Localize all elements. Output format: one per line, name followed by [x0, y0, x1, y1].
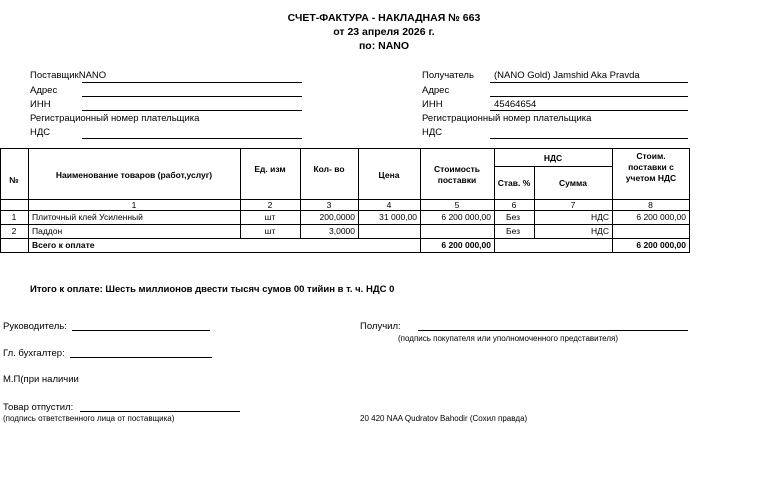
supplier-inn-label: ИНН — [30, 99, 51, 110]
supplier-nds-label: НДС — [30, 127, 51, 138]
supplier-name: NANO — [78, 70, 107, 81]
table-row-2-sum: НДС — [590, 226, 609, 236]
table-row-1-price: 31 000,00 — [379, 212, 417, 222]
recipient-nds-line — [490, 138, 688, 139]
released-signature-line — [80, 411, 240, 412]
head-signature-label: Руководитель: — [3, 321, 67, 332]
table-row-1-cost: 6 200 000,00 — [441, 212, 491, 222]
recipient-address-line — [490, 96, 688, 97]
recipient-address-label: Адрес — [422, 85, 450, 96]
header-nds-sum: Сумма — [559, 178, 587, 188]
recipient-nds-label: НДС — [422, 127, 443, 138]
header-qty: Кол- во — [313, 164, 345, 174]
supplier-address-label: Адрес — [30, 85, 58, 96]
table-row-2-name: Паддон — [32, 226, 63, 236]
total-row-total: 6 200 000,00 — [636, 240, 686, 250]
supplier-nds-line — [82, 138, 302, 139]
table-row-1-total: 6 200 000,00 — [636, 212, 686, 222]
table-row-2-num: 2 — [11, 226, 17, 236]
released-label: Товар отпустил: — [3, 402, 74, 413]
invoice-table — [0, 148, 690, 254]
received-caption: (подпись покупателя или уполномоченного представителя) — [398, 334, 619, 343]
table-row-1-unit: шт — [264, 212, 276, 222]
col-number-1: 1 — [131, 200, 137, 210]
received-note: 20 420 NAA Qudratov Bahodir (Сохил правда) — [360, 414, 528, 423]
header-name: Наименование товаров (работ,услуг) — [55, 170, 213, 180]
col-number-4: 4 — [386, 200, 392, 210]
accountant-signature-line — [70, 357, 212, 358]
recipient-inn-line — [490, 110, 688, 111]
stamp-label: М.П(при наличии — [3, 374, 79, 385]
header-price: Цена — [378, 170, 400, 180]
document-date: от 23 апреля 2026 г. — [333, 26, 435, 38]
supplier-reg-label: Регистрационный номер плательщика — [30, 113, 200, 124]
table-row-1-sum: НДС — [590, 212, 609, 222]
supplier-address-line — [82, 96, 302, 97]
recipient-name: (NANO Gold) Jamshid Aka Pravda — [494, 70, 640, 81]
payment-summary: Итого к оплате: Шесть миллионов двести тысяч сумов 00 тийин в т. ч. НДС 0 — [30, 284, 395, 295]
header-nds-group: НДС — [543, 153, 563, 163]
col-number-3: 3 — [326, 200, 332, 210]
header-unit: Ед. изм — [254, 164, 286, 174]
recipient-name-line — [490, 82, 688, 83]
table-row-2-qty: 3,0000 — [329, 226, 355, 236]
total-row-cost: 6 200 000,00 — [441, 240, 491, 250]
total-row-label: Всего к оплате — [32, 240, 95, 250]
table-row-2-rate: Без — [506, 226, 521, 236]
header-nds-rate: Став. % — [497, 178, 531, 188]
document-by: по: NANO — [358, 40, 410, 52]
released-caption: (подпись ответственного лица от поставщика) — [3, 414, 175, 423]
received-signature-line — [418, 330, 688, 331]
head-signature-line — [72, 330, 210, 331]
col-number-8: 8 — [648, 200, 653, 210]
accountant-signature-label: Гл. бухгалтер: — [3, 348, 65, 359]
col-number-6: 6 — [511, 200, 517, 210]
recipient-label: Получатель — [422, 70, 474, 81]
received-label: Получил: — [360, 321, 401, 332]
recipient-reg-label: Регистрационный номер плательщика — [422, 113, 592, 124]
supplier-label: ПоставщикNANO — [30, 70, 107, 81]
table-row-1-qty: 200,0000 — [319, 212, 355, 222]
supplier-name-line — [82, 82, 302, 83]
table-row-1-rate: Без — [506, 212, 521, 222]
table-row-1-name: Плиточный клей Усиленный — [32, 212, 143, 222]
col-number-7: 7 — [570, 200, 576, 210]
supplier-inn-line — [82, 110, 302, 111]
table-row-1-num: 1 — [11, 212, 17, 222]
recipient-inn-value: 45464654 — [494, 99, 537, 110]
header-cost: Стоимость поставки — [434, 164, 480, 185]
header-total-with-nds: Стоим. поставки с учетом НДС — [625, 151, 677, 183]
recipient-inn-label: ИНН — [422, 99, 443, 110]
document-title: СЧЕТ-ФАКТУРА - НАКЛАДНАЯ № 663 — [287, 12, 481, 24]
header-num: № — [9, 175, 19, 185]
col-number-2: 2 — [267, 200, 273, 210]
col-number-5: 5 — [454, 200, 460, 210]
table-row-2-unit: шт — [264, 226, 276, 236]
